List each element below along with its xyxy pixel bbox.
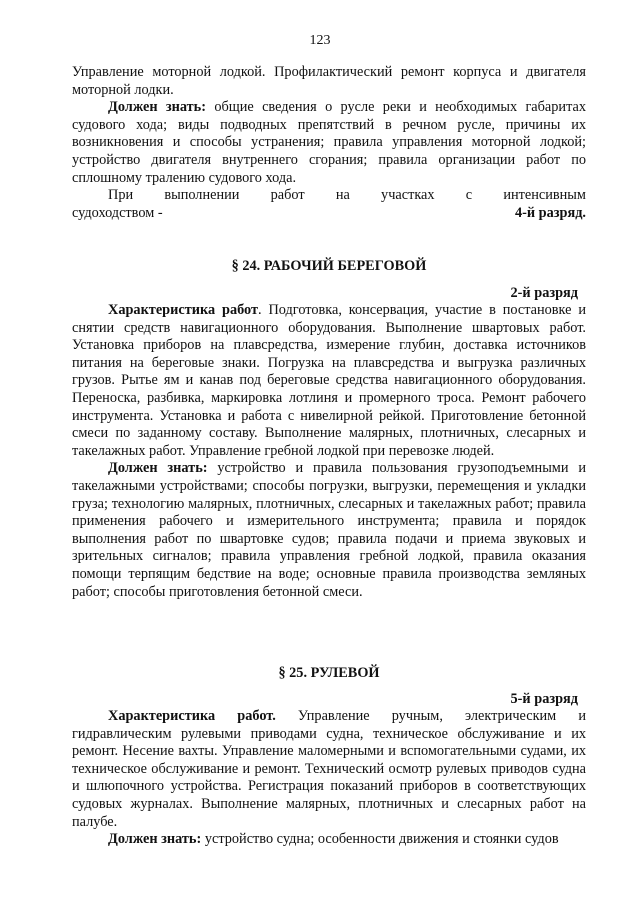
- section-24-grade: 2-й разряд: [510, 285, 578, 301]
- work-characteristics-24: [72, 302, 586, 460]
- work-characteristics-label: Характеристика работ.: [108, 708, 276, 724]
- must-know-label: Должен знать:: [108, 460, 208, 477]
- intro-block: [72, 64, 586, 222]
- section-25-body: [72, 708, 586, 849]
- must-know-text: устройство и правила пользования грузоподъемными и такелажными устройствами; способы погрузки, выгрузки, перемещения и укладки груза; технологию малярных, плотничных, слесарных и такелажных работ; правила применения рабочего и измерительного инструмента; правила и порядок выполнения работ по швартовке судов; правила подачи и приема звуковых и зрительных сигналов; правила управления гребной лодкой, правила оказания помощи терпящим бедствие на воде; основные правила производства земляных работ; способы приготовления бетонной смеси.: [72, 460, 586, 600]
- word: работ: [270, 187, 305, 204]
- section-25-grade: 5-й разряд: [510, 691, 578, 707]
- grade-4: 4-й разряд.: [514, 204, 586, 221]
- must-know-text: устройство судна; особенности движения и стоянки судов: [201, 831, 559, 848]
- paragraph-must-know-1: [72, 99, 586, 187]
- must-know-label: Должен знать:: [108, 831, 202, 848]
- section-24-title: § 24. РАБОЧИЙ БЕРЕГОВОЙ: [231, 258, 427, 274]
- word: с: [465, 187, 473, 204]
- word: При: [108, 187, 134, 204]
- grade-line-4: [72, 205, 586, 223]
- shipping-text: судоходством -: [72, 204, 163, 221]
- word: выполнении: [164, 187, 240, 204]
- paragraph-motorboat: Управление моторной лодкой. Профилактический ремонт корпуса и двигателя моторной лодки.: [72, 64, 586, 98]
- must-know-text: общие сведения о русле реки и необходимых габаритах судового хода; виды подводных препятствий в речном русле, причины их возникновения и способы устранения; правила управления моторной лодкой; устройство двигателя внутреннего сгорания; правила организации работ по сплошному тралению судового хода.: [72, 99, 586, 186]
- intensive-traffic-line: [72, 187, 586, 205]
- work-characteristics-text: Управление ручным, электрическим и гидравлическим рулевыми приводами судна, техническое обслуживание и их ремонт. Несение вахты. Управление маломерными и вспомогательными судами, их техническое обслуживание и ремонт. Технический осмотр рулевых приводов судна и шлюпочного устройства. Регистрация показаний приборов в соответствующих судовых журналах. Выполнение малярных, плотничных и слесарных работ на палубе.: [72, 708, 586, 830]
- page-number: 123: [309, 33, 331, 48]
- work-characteristics-25: [72, 708, 586, 831]
- must-know-25: [72, 831, 586, 849]
- work-characteristics-label: Характеристика работ: [108, 302, 259, 318]
- word: на: [335, 187, 350, 204]
- must-know-24: [72, 460, 586, 601]
- work-characteristics-text: . Подготовка, консервация, участие в постановке и снятии средств навигационного оборудования. Выполнение швартовых работ. Установка приборов на плавсредства, измерение глубин, доставка источников питания на береговые знаки. Погрузка на плавсредства и выгрузка различных грузов. Рытье ям и канав под береговые средства навигационного оборудования. Переноска, разбивка, маркировка лотлиня и промерного троса. Ремонт рабочего инструмента. Установка и работа с нивелирной рейкой. Приготовление бетонной смеси по заданному составу. Выполнение малярных, плотничных, слесарных и такелажных работ. Управление гребной лодкой при перевозке людей.: [72, 302, 586, 459]
- section-24-body: [72, 302, 586, 601]
- word: участках: [381, 187, 435, 204]
- must-know-label: Должен знать:: [108, 99, 207, 116]
- section-25-title: § 25. РУЛЕВОЙ: [278, 665, 380, 681]
- word: интенсивным: [503, 187, 586, 204]
